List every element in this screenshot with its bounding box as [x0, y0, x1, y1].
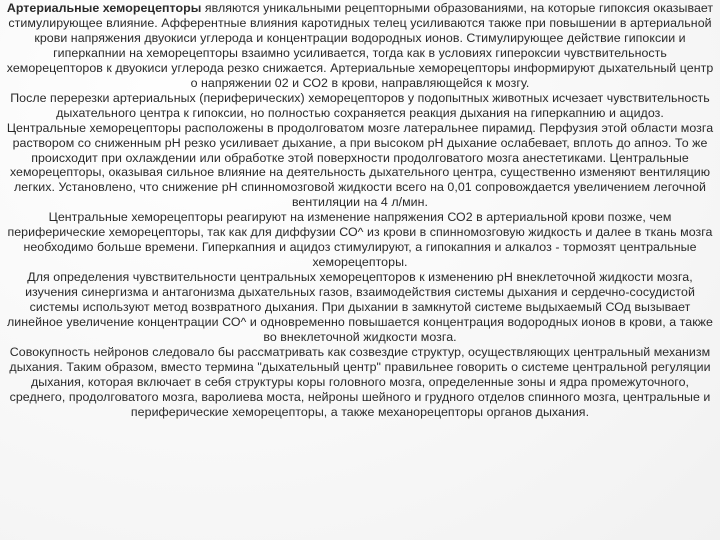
- paragraph-co2-response: Центральные хеморецепторы реагируют на изменение напряжения СО2 в артериальной крови позже, чем периферические хеморецепторы, так как для диффузии СО^ из крови в спинномозговую жидкость и далее в ткань мозга необходимо больше времени. Гиперкапния и ацидоз стимулируют, а гипокапния и алкалоз - тормозят центральные хеморецепторы.: [7, 210, 713, 270]
- paragraph-central-chemoreceptors: Центральные хеморецепторы расположены в продолговатом мозге латеральнее пирамид. Перфузия этой области мозга раствором со сниженным рН резко усиливает дыхание, а при высоком рН дыхание ослабевает, вплоть до апноэ. То же происходит при охлаждении или обработке этой поверхности продолговатого мозга анестетиками. Центральные хеморецепторы, оказывая сильное влияние на деятельность дыхательного центра, существенно изменяют вентиляцию легких. Установлено, что снижение рН спинномозговой жидкости всего на 0,01 сопровождается увеличением легочной вентиляции на 4 л/мин.: [6, 120, 714, 210]
- bold-term: Артериальные хеморецепторы: [6, 1, 202, 15]
- paragraph-arterial-chemoreceptors: [4, 1, 716, 91]
- paragraph-respiratory-center: Совокупность нейронов следовало бы рассматривать как созвездие структур, осуществляющих центральный механизм дыхания. Таким образом, вместо термина "дыхательный центр" правильнее говорить о системе центральной регуляции дыхания, которая включает в себя структуры коры головного мозга, определенные зоны и ядра промежуточного, среднего, продолговатого мозга, варолиева моста, нейроны шейного и грудного отделов спинного мозга, центральные и периферические хеморецепторы, а также механорецепторы органов дыхания.: [9, 344, 711, 419]
- paragraph-rebreathing-method: Для определения чувствительности центральных хеморецепторов к изменению рН внеклеточной жидкости мозга, изучения синергизма и антагонизма дыхательных газов, взаимодействия системы дыхания и сердечно-сосудистой системы используют метод возвратного дыхания. При дыхании в замкнутой системе выдыхаемый СОд вызывает линейное увеличение концентрации СО^ и одновременно повышается концентрация водородных ионов в крови, а также во внеклеточной жидкости мозга.: [7, 270, 713, 344]
- paragraph-text: являются уникальными рецепторными образованиями, на которые гипоксия оказывает стимулирующее влияние. Афферентные влияния каротидных телец усиливаются также при повышении в артериальной крови напряжения двуокиси углерода и концентрации водородных ионов. Стимулирующее действие гипоксии и гиперкапнии на хеморецепторы взаимно усиливается, тогда как в условиях гипероксии чувствительность хеморецепторов к двуокиси углерода резко снижается. Артериальные хеморецепторы информируют дыхательный центр о напряжении 02 и СО2 в крови, направляющейся к мозгу.: [6, 1, 714, 90]
- paragraph-denervation: После перерезки артериальных (периферических) хеморецепторов у подопытных животных исчезает чувствительность дыхательного центра к гипоксии, но полностью сохраняется реакция дыхания на гиперкапнию и ацидоз.: [10, 90, 710, 120]
- document-text: [4, 1, 716, 420]
